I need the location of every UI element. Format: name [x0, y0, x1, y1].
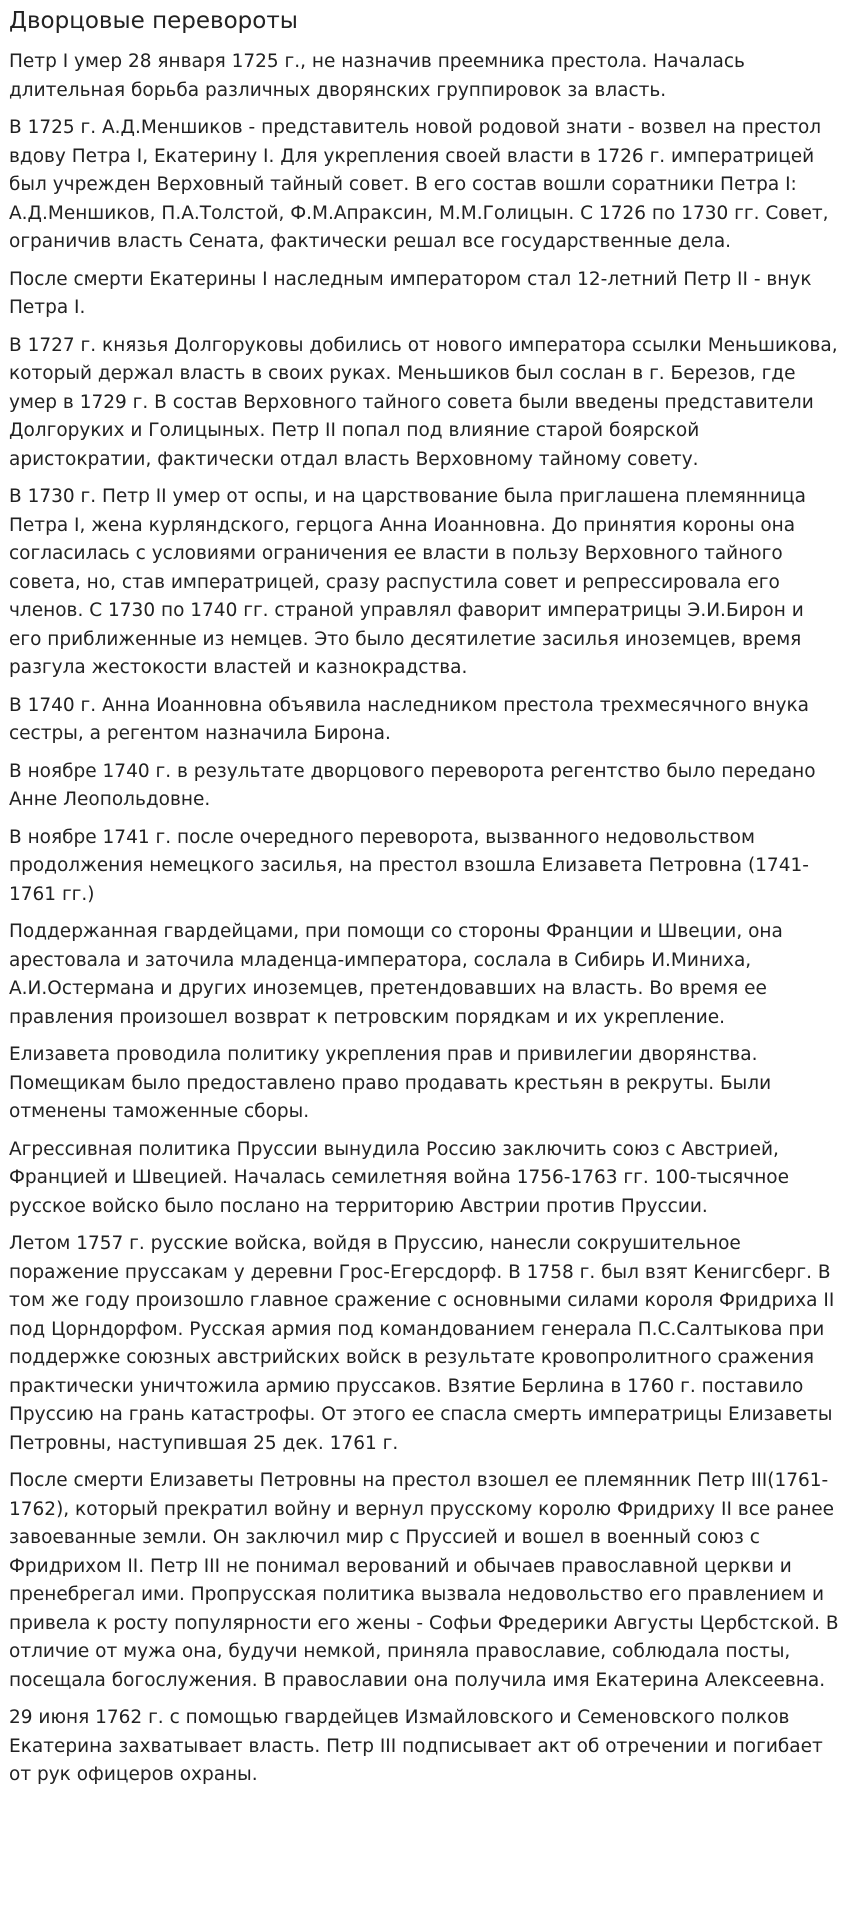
- paragraph: 29 июня 1762 г. с помощью гвардейцев Измайловского и Семеновского полков Екатерина захватывает власть. Петр III подписывает акт об отречении и погибает от рук офицеров охраны.: [9, 1707, 823, 1785]
- paragraph: После смерти Елизаветы Петровны на престол взошел ее племянник Петр III(1761-1762), который прекратил войну и вернул прусскому королю Фридриху II все ранее завоеванные земли. Он заключил мир с Пруссией и вошел в военный союз с Фридрихом II. Петр III не понимал верований и обычаев православной церкви и пренебрегал ими. Пропрусская политика вызвала недовольство его правлением и привела к росту популярности его жены - Софьи Фредерики Августы Цербстской. В отличие от мужа она, будучи немкой, приняла православие, соблюдала посты, посещала богослужения. В православии она получила имя Екатерина Алексеевна.: [9, 1470, 839, 1691]
- page-title: Дворцовые перевороты: [9, 8, 298, 34]
- paragraph: В 1727 г. князья Долгоруковы добились от нового императора ссылки Меньшикова, который держал власть в своих руках. Меньшиков был сослан в г. Березов, где умер в 1729 г. В состав Верховного тайного совета были введены представители Долгоруких и Голицыных. Петр II попал под влияние старой боярской аристократии, фактически отдал власть Верховному тайному совету.: [9, 334, 838, 470]
- paragraph: Петр I умер 28 января 1725 г., не назначив преемника престола. Началась длительная борьба различных дворянских группировок за власть.: [9, 51, 745, 101]
- paragraph: В 1730 г. Петр II умер от оспы, и на царствование была приглашена племянница Петра I, жена курляндского, герцога Анна Иоанновна. До принятия короны она согласилась с условиями ограничения ее власти в пользу Верховного тайного совета, но, став императрицей, сразу распустила совет и репрессировала его членов. С 1730 по 1740 гг. страной управлял фаворит императрицы Э.И.Бирон и его приближенные из немцев. Это было десятилетие засилья иноземцев, время разгула жестокости властей и казнокрадства.: [9, 486, 806, 678]
- paragraph: Агрессивная политика Пруссии вынудила Россию заключить союз с Австрией, Францией и Швецией. Началась семилетняя война 1756-1763 гг. 100-тысячное русское войско было послано на территорию Австрии против Пруссии.: [9, 1138, 790, 1217]
- paragraph: В 1740 г. Анна Иоанновна объявила наследником престола трехмесячного внука сестры, а регентом назначила Бирона.: [9, 694, 809, 744]
- paragraph: В 1725 г. А.Д.Меншиков - представитель новой родовой знати - возвел на престол вдову Петра I, Екатерину I. Для укрепления своей власти в 1726 г. императрицей был учрежден Верховный тайный совет. В его состав вошли соратники Петра I: А.Д.Меншиков, П.А.Толстой, Ф.М.Апраксин, М.М.Голицын. С 1726 по 1730 гг. Совет, ограничив власть Сената, фактически решал все государственные дела.: [9, 117, 829, 252]
- paragraph: В ноябре 1741 г. после очередного переворота, вызванного недовольством продолжения немецкого засилья, на престол взошла Елизавета Петровна (1741-1761 гг.): [9, 826, 809, 905]
- paragraph: В ноябре 1740 г. в результате дворцового переворота регентство было передано Анне Леопольдовне.: [9, 760, 816, 810]
- paragraph: Поддержанная гвардейцами, при помощи со стороны Франции и Швеции, она арестовала и заточила младенца-императора, сослала в Сибирь И.Миниха, А.И.Остермана и других иноземцев, претендовавших на власть. Во время ее правления произошел возврат к петровским порядкам и их укрепление.: [9, 921, 783, 1028]
- paragraph: После смерти Екатерины I наследным императором стал 12-летний Петр II - внук Петра I.: [9, 268, 812, 318]
- paragraph: Елизавета проводила политику укрепления прав и привилегии дворянства. Помещикам было предоставлено право продавать крестьян в рекруты. Были отменены таможенные сборы.: [9, 1044, 772, 1122]
- paragraph: Летом 1757 г. русские войска, войдя в Пруссию, нанесли сокрушительное поражение пруссакам у деревни Грос-Егерсдорф. В 1758 г. был взят Кенигсберг. В том же году произошло главное сражение с основными силами короля Фридриха II под Цорндорфом. Русская армия под командованием генерала П.С.Салтыкова при поддержке союзных австрийских войск в результате кровопролитного сражения практически уничтожила армию пруссаков. Взятие Берлина в 1760 г. поставило Пруссию на грань катастрофы. От этого ее спасла смерть императрицы Елизаветы Петровны, наступившая 25 дек. 1761 г.: [9, 1233, 835, 1454]
